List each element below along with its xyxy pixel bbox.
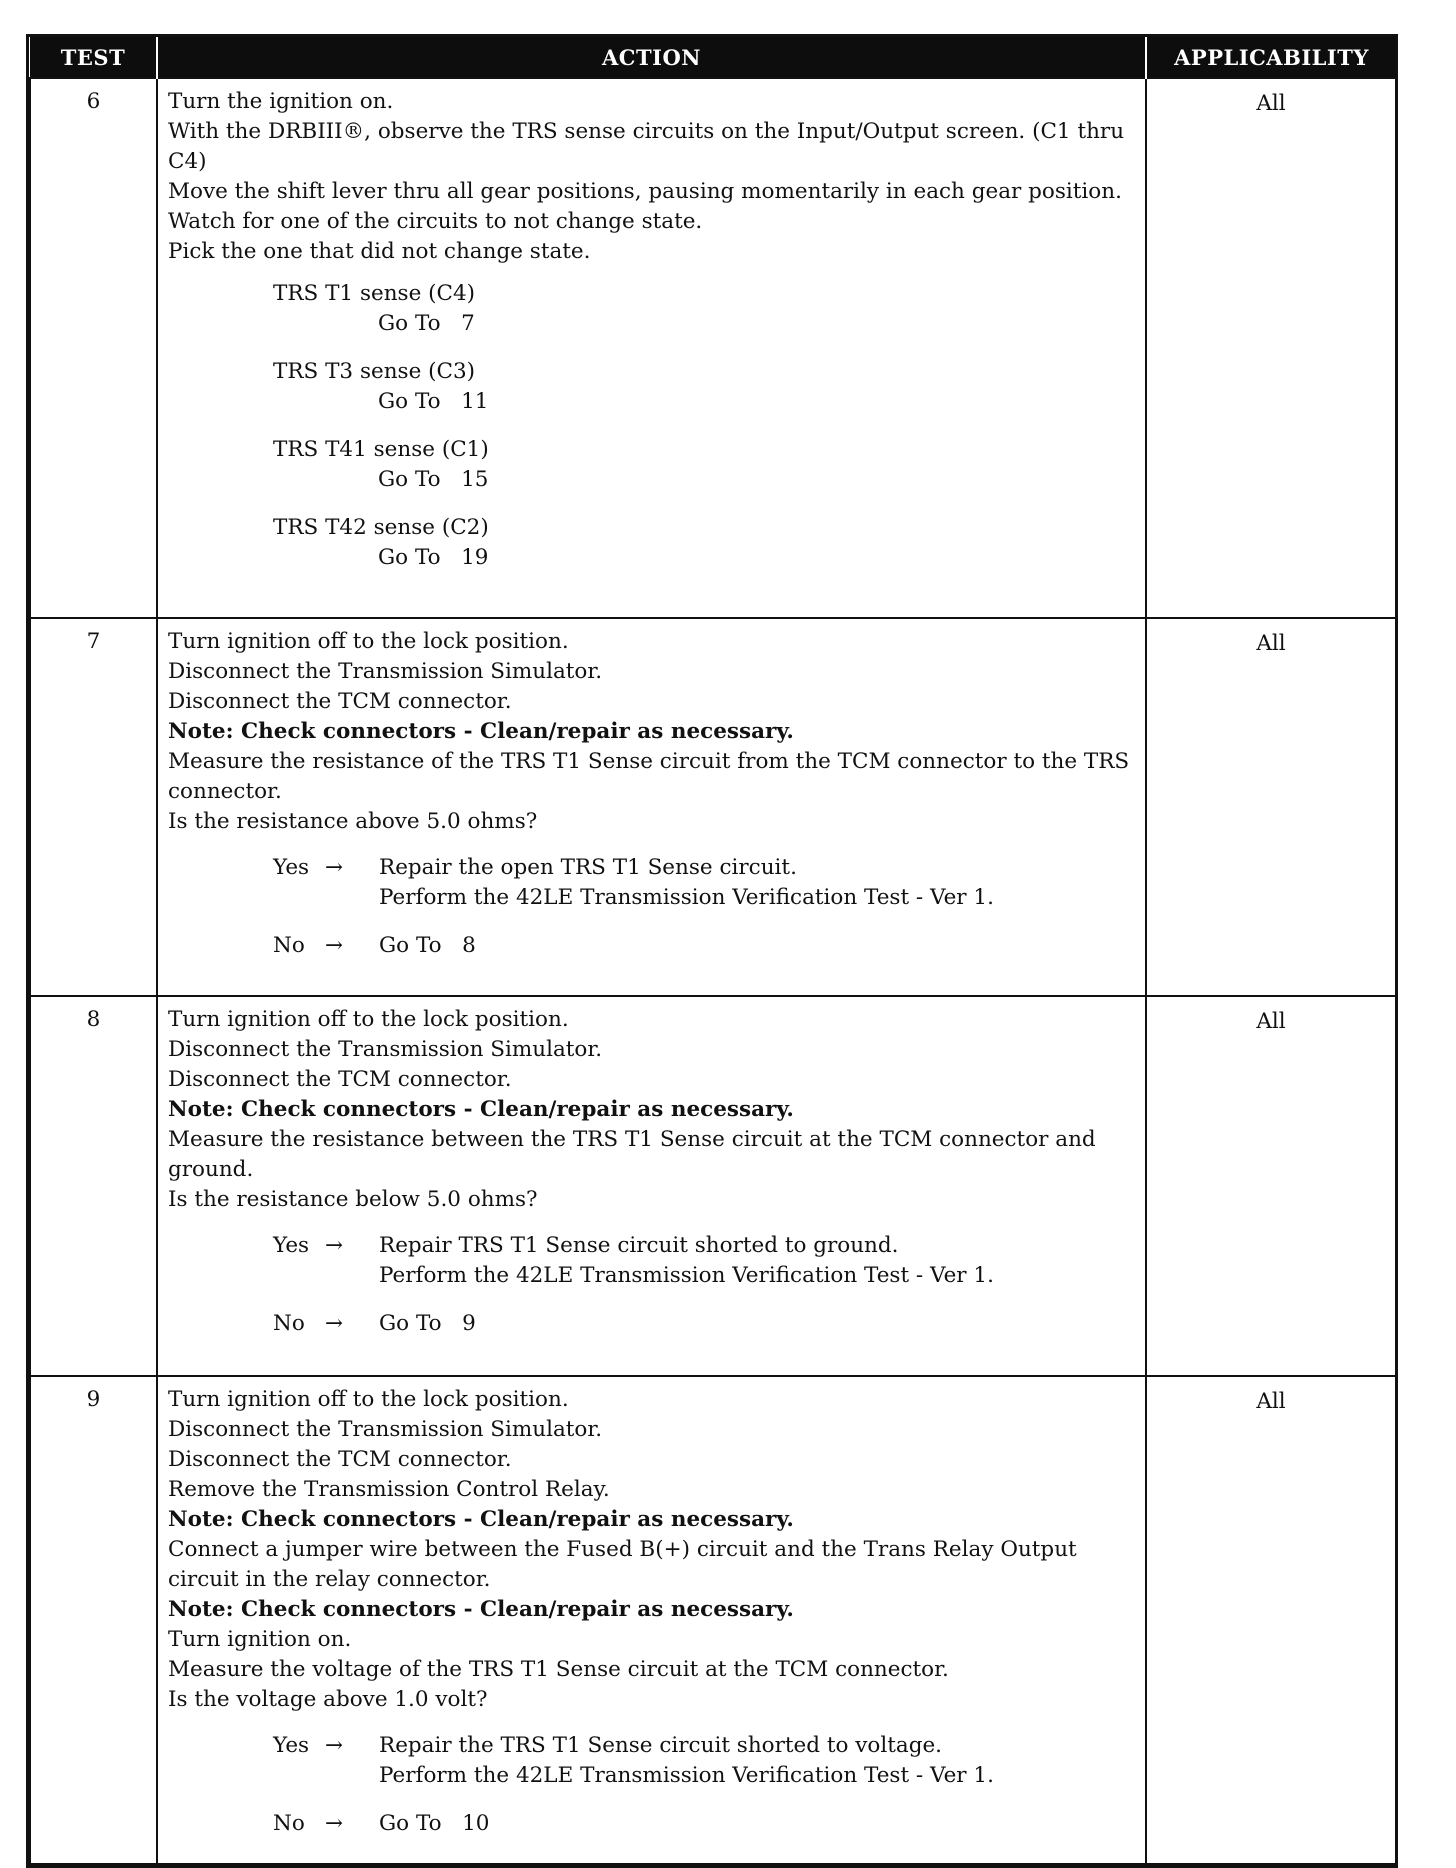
answer-no — [273, 1309, 1135, 1339]
option-item — [273, 357, 1135, 417]
option-label: TRS T3 sense (C3) — [273, 359, 476, 384]
action-line: Turn ignition off to the lock position. — [168, 1387, 569, 1412]
answer-block — [273, 1731, 1135, 1839]
arrow-icon: → — [325, 1233, 344, 1258]
table-row — [30, 996, 1396, 1376]
note-line: Note: Check connectors - Clean/repair as necessary. — [168, 1507, 794, 1532]
answer-line: Perform the 42LE Transmission Verification Test - Ver 1. — [379, 1263, 994, 1288]
action-line: Is the voltage above 1.0 volt? — [168, 1687, 488, 1712]
applicability-value: All — [1146, 78, 1396, 618]
option-label: TRS T41 sense (C1) — [273, 437, 489, 462]
action-line: Disconnect the Transmission Simulator. — [168, 659, 603, 684]
action-line: Is the resistance below 5.0 ohms? — [168, 1187, 538, 1212]
arrow-icon: → — [325, 855, 344, 880]
note-line: Note: Check connectors - Clean/repair as necessary. — [168, 719, 794, 744]
answer-line: Perform the 42LE Transmission Verification Test - Ver 1. — [379, 1763, 994, 1788]
action-line: Disconnect the TCM connector. — [168, 689, 512, 714]
arrow-icon: → — [325, 933, 344, 958]
applicability-value: All — [1146, 996, 1396, 1376]
option-goto: Go To 11 — [378, 389, 489, 414]
option-item — [273, 513, 1135, 573]
answer-key: Yes — [273, 1233, 310, 1258]
answer-body — [379, 1809, 1135, 1839]
action-line: Turn ignition off to the lock position. — [168, 1007, 569, 1032]
option-item — [273, 279, 1135, 339]
action-line: Is the resistance above 5.0 ohms? — [168, 809, 538, 834]
test-number: 6 — [30, 78, 157, 618]
applicability-value: All — [1146, 1376, 1396, 1864]
answer-body — [379, 1231, 1135, 1291]
answer-line: Go To 8 — [379, 933, 476, 958]
answer-line: Go To 10 — [379, 1811, 490, 1836]
action-cell — [157, 78, 1146, 618]
action-line: Turn the ignition on. — [168, 89, 394, 114]
arrow-icon: → — [325, 1311, 344, 1336]
answer-line: Repair TRS T1 Sense circuit shorted to ground. — [379, 1233, 899, 1258]
answer-key: Yes — [273, 855, 310, 880]
action-line: Connect a jumper wire between the Fused B(+) circuit and the Trans Relay Output circuit in the relay connector. — [168, 1537, 1077, 1592]
action-line: Turn ignition on. — [168, 1627, 352, 1652]
answer-yes — [273, 853, 1135, 913]
option-label: TRS T42 sense (C2) — [273, 515, 489, 540]
answer-block — [273, 1231, 1135, 1339]
action-line: Pick the one that did not change state. — [168, 239, 591, 264]
table-row — [30, 1376, 1396, 1864]
diagnostic-table-sheet — [26, 34, 1398, 1868]
answer-line: Go To 9 — [379, 1311, 476, 1336]
note-line: Note: Check connectors - Clean/repair as necessary. — [168, 1097, 794, 1122]
action-cell — [157, 618, 1146, 996]
action-line: Turn ignition off to the lock position. — [168, 629, 569, 654]
header-test: TEST — [30, 37, 157, 78]
answer-body — [379, 853, 1135, 913]
action-line: Move the shift lever thru all gear positions, pausing momentarily in each gear position. Watch for one of the circuits to not change state. — [168, 179, 1122, 234]
action-line: Measure the resistance between the TRS T1 Sense circuit at the TCM connector and ground. — [168, 1127, 1096, 1182]
action-line: Disconnect the Transmission Simulator. — [168, 1037, 603, 1062]
answer-body — [379, 1731, 1135, 1791]
answer-yes — [273, 1231, 1135, 1291]
header-action: ACTION — [157, 37, 1146, 78]
test-number: 7 — [30, 618, 157, 996]
option-goto: Go To 15 — [378, 467, 489, 492]
option-item — [273, 435, 1135, 495]
answer-no — [273, 931, 1135, 961]
answer-no — [273, 1809, 1135, 1839]
table-row — [30, 78, 1396, 618]
arrow-icon: → — [325, 1733, 344, 1758]
action-line: Disconnect the TCM connector. — [168, 1067, 512, 1092]
answer-key: No — [273, 933, 305, 958]
answer-body — [379, 1309, 1135, 1339]
action-cell — [157, 996, 1146, 1376]
test-number: 9 — [30, 1376, 157, 1864]
arrow-icon: → — [325, 1811, 344, 1836]
action-line: Measure the voltage of the TRS T1 Sense circuit at the TCM connector. — [168, 1657, 949, 1682]
answer-key: No — [273, 1811, 305, 1836]
option-label: TRS T1 sense (C4) — [273, 281, 476, 306]
answer-body — [379, 931, 1135, 961]
action-line: With the DRBIII®, observe the TRS sense circuits on the Input/Output screen. (C1 thru C4) — [168, 119, 1125, 174]
option-goto: Go To 19 — [378, 545, 489, 570]
answer-block — [273, 853, 1135, 961]
answer-key: No — [273, 1311, 305, 1336]
header-applicability: APPLICABILITY — [1146, 37, 1396, 78]
answer-yes — [273, 1731, 1135, 1791]
test-number: 8 — [30, 996, 157, 1376]
answer-line: Repair the TRS T1 Sense circuit shorted to voltage. — [379, 1733, 943, 1758]
note-line: Note: Check connectors - Clean/repair as necessary. — [168, 1597, 794, 1622]
answer-line: Repair the open TRS T1 Sense circuit. — [379, 855, 797, 880]
header-row — [30, 37, 1396, 78]
option-list — [273, 279, 1135, 573]
diagnostic-table — [29, 37, 1397, 1865]
answer-key: Yes — [273, 1733, 310, 1758]
action-cell — [157, 1376, 1146, 1864]
answer-line: Perform the 42LE Transmission Verification Test - Ver 1. — [379, 885, 994, 910]
action-line: Disconnect the TCM connector. — [168, 1447, 512, 1472]
action-line: Disconnect the Transmission Simulator. — [168, 1417, 603, 1442]
action-line: Measure the resistance of the TRS T1 Sense circuit from the TCM connector to the TRS connector. — [168, 749, 1130, 804]
option-goto: Go To 7 — [378, 311, 475, 336]
table-row — [30, 618, 1396, 996]
applicability-value: All — [1146, 618, 1396, 996]
action-line: Remove the Transmission Control Relay. — [168, 1477, 610, 1502]
